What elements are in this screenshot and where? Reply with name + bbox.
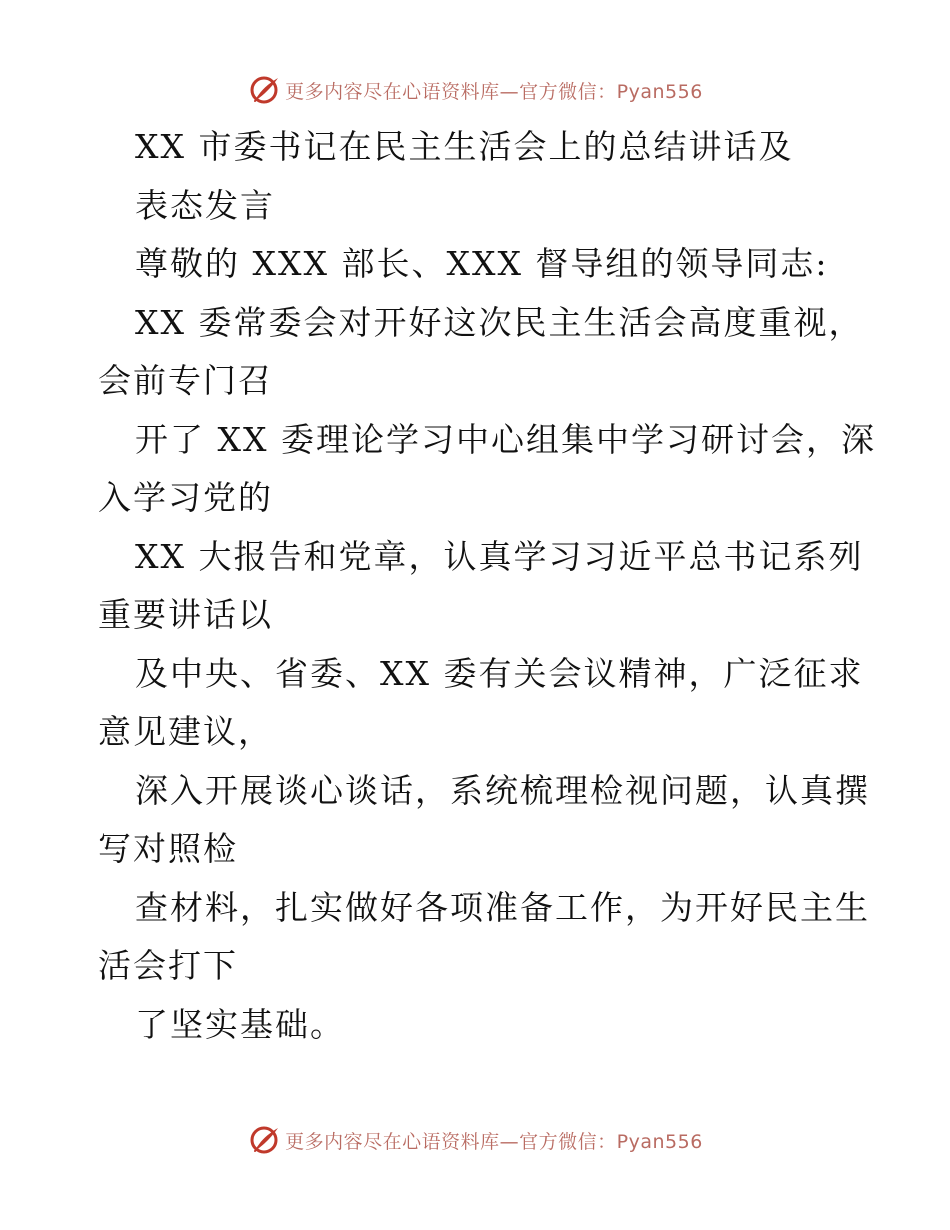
text-line: 会前专门召 [98, 361, 273, 400]
quill-logo-icon [247, 73, 281, 107]
text-line: 深入开展谈心谈话，系统梳理检视问题，认真撰 [135, 770, 870, 810]
text-line: 活会打下 [98, 946, 238, 985]
text-line: 开了 XX 委理论学习中心组集中学习研讨会，深 [135, 419, 876, 459]
text-line: 写对照检 [98, 829, 238, 868]
text-line: 了坚实基础。 [135, 1004, 345, 1044]
watermark-text: 更多内容尽在心语资料库—官方微信：Pyan556 [285, 1130, 703, 1153]
text-line: XX 市委书记在民主生活会上的总结讲话及 [135, 127, 794, 166]
footer-watermark [0, 1120, 950, 1160]
text-line: XX 委常委会对开好这次民主生活会高度重视， [135, 302, 864, 342]
text-line: 及中央、省委、XX 委有关会议精神，广泛征求 [135, 653, 864, 693]
text-line: 表态发言 [135, 185, 275, 225]
header-watermark [0, 70, 950, 110]
text-line: 意见建议， [98, 712, 273, 751]
watermark-text: 更多内容尽在心语资料库—官方微信：Pyan556 [285, 80, 703, 103]
text-line: 重要讲话以 [98, 595, 273, 634]
text-line: XX 大报告和党章，认真学习习近平总书记系列 [135, 536, 864, 576]
document-body [98, 118, 876, 1054]
text-line: 尊敬的 XXX 部长、XXX 督导组的领导同志: [135, 244, 829, 283]
text-line: 入学习党的 [98, 478, 273, 517]
quill-logo-icon [247, 1123, 281, 1157]
text-line: 查材料，扎实做好各项准备工作，为开好民主生 [135, 887, 870, 927]
